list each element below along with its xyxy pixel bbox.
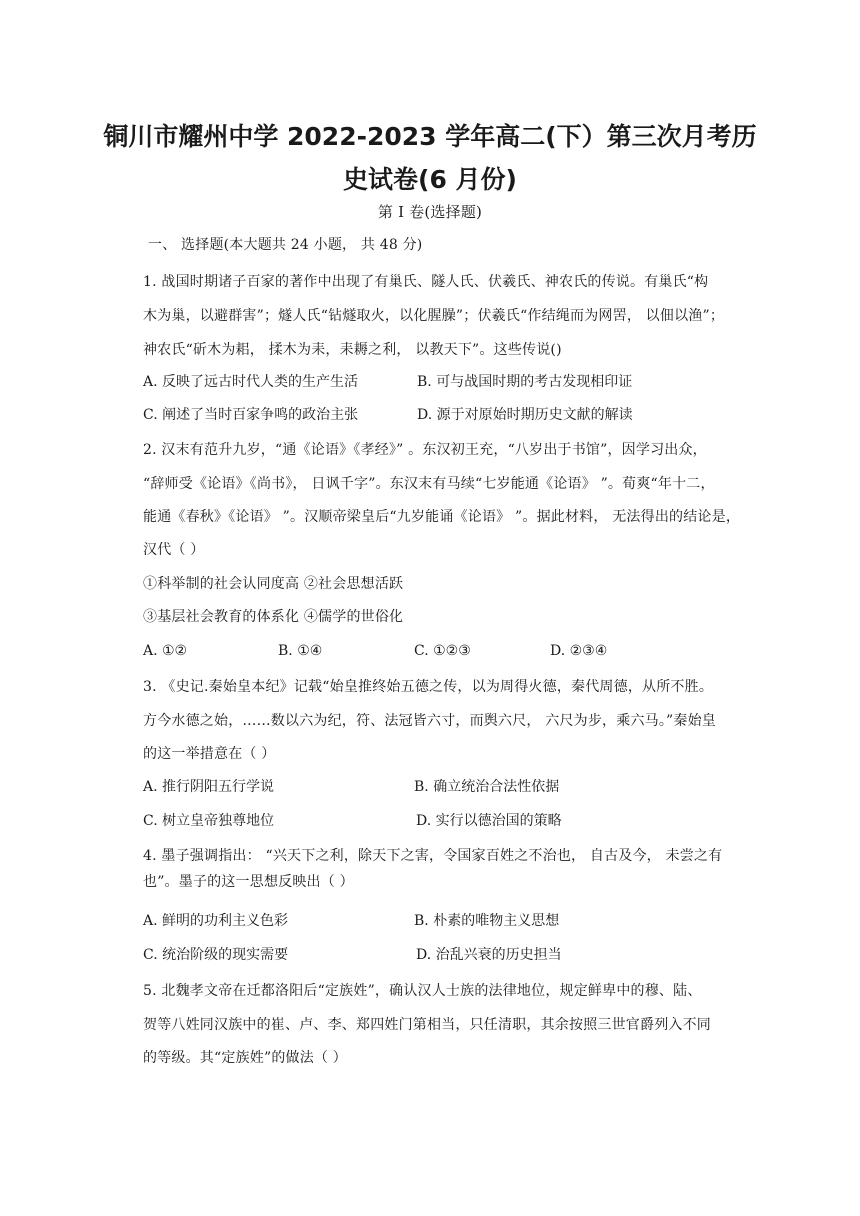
question-text-line: 2. 汉末有范升九岁，“通《论语》《孝经》” 。东汉初王充，“八岁出于书馆”，因学习出众， xyxy=(143,442,707,458)
question-text-line: 汉代（ ） xyxy=(143,542,205,558)
option-d: D. 源于对原始时期历史文献的解读 xyxy=(417,407,633,423)
option-b: B. 朴素的唯物主义思想 xyxy=(414,913,560,929)
section-instruction: 一、 选择题(本大题共 24 小题， 共 48 分) xyxy=(148,237,423,253)
question-text-line: 的这一举措意在（ ） xyxy=(143,746,276,762)
option-c: C. 阐述了当时百家争鸣的政治主张 xyxy=(143,407,359,423)
exam-title-line-1: 铜川市耀州中学 2022-2023 学年高二(下）第三次月考历 xyxy=(103,122,757,151)
option-b: B. ①④ xyxy=(278,643,323,659)
question-text-line: 也”。墨子的这一思想反映出（ ） xyxy=(143,874,354,890)
statement-line: ①科举制的社会认同度高 ②社会思想活跃 xyxy=(143,576,404,592)
option-a: A. 推行阴阳五行学说 xyxy=(143,779,275,795)
option-a: A. 反映了远古时代人类的生产生活 xyxy=(143,374,359,390)
option-a: A. 鲜明的功利主义色彩 xyxy=(143,913,289,929)
question-text-line: 5. 北魏孝文帝在迁都洛阳后“定族姓”，确认汉人士族的法律地位，规定鲜卑中的穆、陆、 xyxy=(143,983,702,999)
option-d: D. 治乱兴衰的历史担当 xyxy=(416,947,562,963)
option-d: D. ②③④ xyxy=(550,643,608,659)
option-c: C. 树立皇帝独尊地位 xyxy=(143,813,275,829)
question-text-line: 4. 墨子强调指出： “兴天下之利，除天下之害，令国家百姓之不治也， 自古及今， 未尝之有 xyxy=(143,848,723,864)
option-b: B. 确立统治合法性依据 xyxy=(414,779,560,795)
option-d: D. 实行以德治国的策略 xyxy=(416,813,562,829)
question-text-line: 3. 《史记.秦始皇本纪》记载“始皇推终始五德之传，以为周得火德，秦代周德，从所不胜。 xyxy=(143,679,714,695)
statement-line: ③基层社会教育的体系化 ④儒学的世俗化 xyxy=(143,609,404,625)
question-text-line: 方今水德之始，……数以六为纪，符、法冠皆六寸，而舆六尺， 六尺为步，乘六马。”秦始皇 xyxy=(143,713,717,729)
question-text-line: 的等级。其“定族姓”的做法（ ） xyxy=(143,1050,347,1066)
question-text-line: 贺等八姓同汉族中的崔、卢、李、郑四姓门第相当，只任清职，其余按照三世官爵列入不同 xyxy=(143,1017,711,1033)
option-c: C. ①②③ xyxy=(414,643,471,659)
option-c: C. 统治阶级的现实需要 xyxy=(143,947,289,963)
question-text-line: “辞师受《论语》《尚书》， 日讽千字”。东汉末有马续“七岁能通《论语》 ”。荀爽“年十二， xyxy=(143,476,715,492)
section-header: 第 I 卷(选择题) xyxy=(377,203,483,221)
question-text-line: 木为巢，以避群害”；燧人氏“钻燧取火，以化腥臊”；伏羲氏“作结绳而为网罟， 以佃以渔”； xyxy=(143,308,725,324)
option-b: B. 可与战国时期的考古发现相印证 xyxy=(417,374,633,390)
question-text-line: 能通《春秋》《论语》 ”。汉顺帝梁皇后“九岁能诵《论语》 ”。据此材料， 无法得出的结论是， xyxy=(143,509,741,525)
option-a: A. ①② xyxy=(143,643,188,659)
question-text-line: 1. 战国时期诸子百家的著作中出现了有巢氏、隧人氏、伏羲氏、神农氏的传说。有巢氏“构 xyxy=(143,274,709,290)
question-text-line: 神农氏“斫木为耜， 揉木为耒，耒耨之利， 以教天下”。这些传说() xyxy=(143,342,562,358)
exam-title-line-2: 史试卷(6 月份) xyxy=(343,165,517,194)
